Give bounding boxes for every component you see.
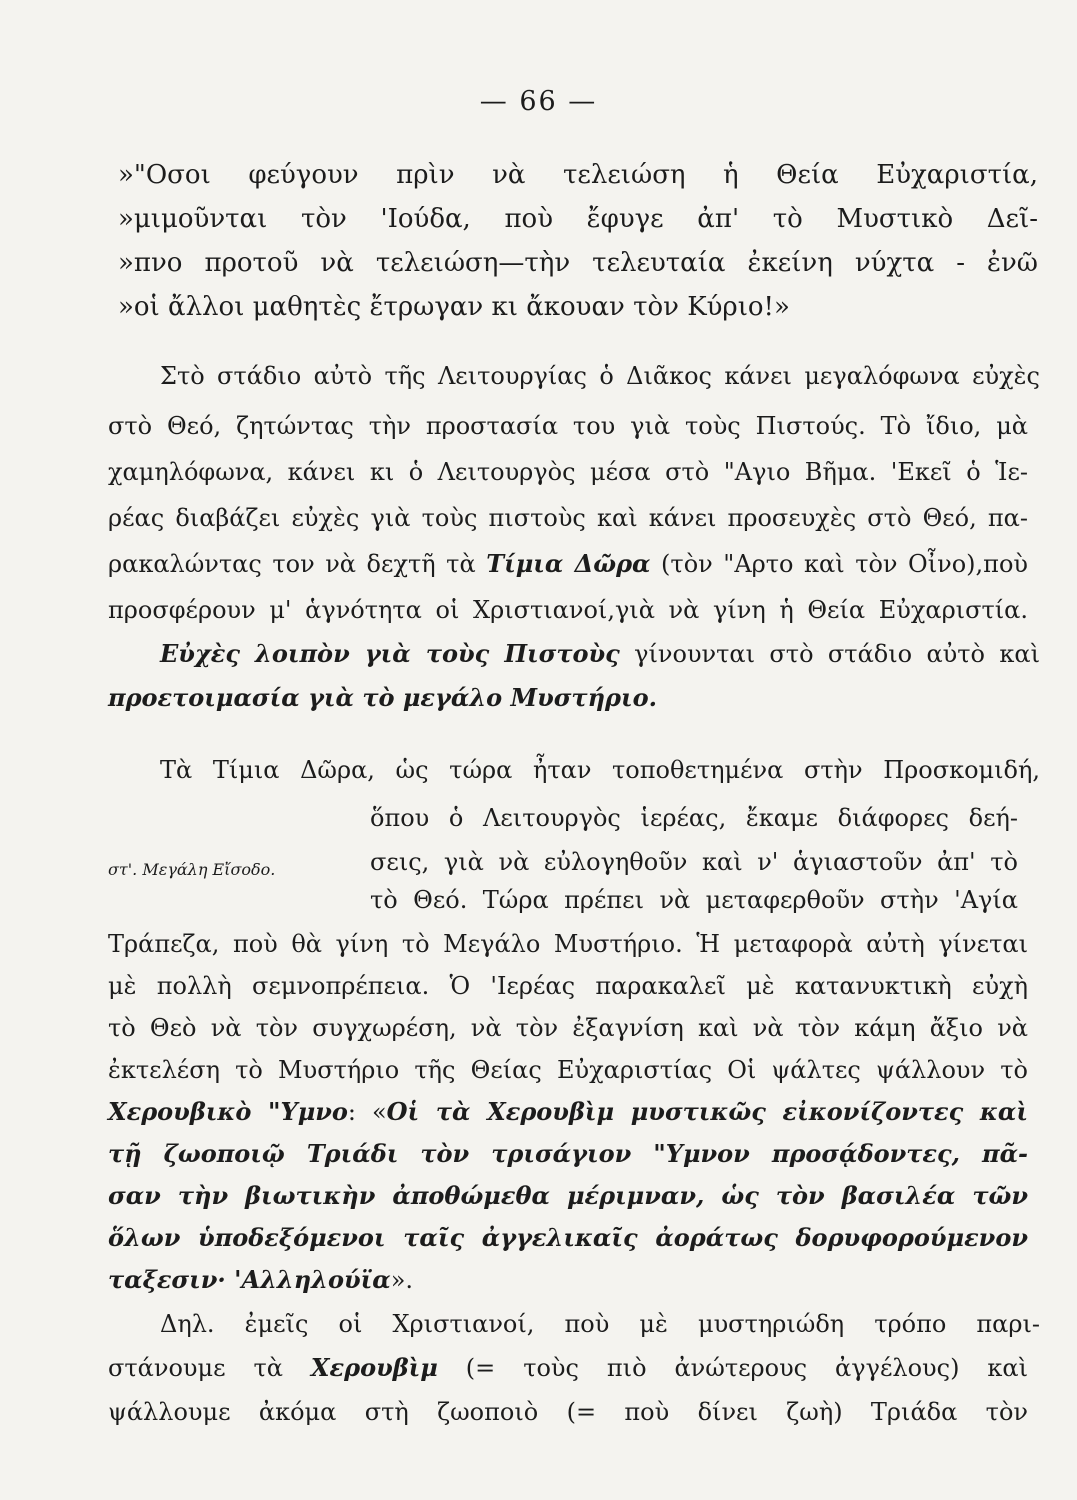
paragraph-line xyxy=(160,640,1040,669)
paragraph-line: στὸ Θεό, ζητώντας τὴν προστασία του γιὰ τοὺς Πιστούς. Τὸ ἴδιο, μὰ xyxy=(108,412,1028,440)
text: στάνουμε τὰ xyxy=(108,1354,311,1382)
text: γίνουνται στὸ στάδιο αὐτὸ καὶ xyxy=(619,640,1040,668)
quote-line: »οἱ ἄλλοι μαθητὲς ἔτρωγαν κι ἄκουαν τὸν Κύριο!» xyxy=(118,292,790,322)
paragraph-line: μὲ πολλὴ σεμνοπρέπεια. Ὁ 'Ιερέας παρακαλεῖ μὲ κατανυκτικὴ εὐχὴ xyxy=(108,972,1028,1000)
emphasis-text: Εὐχὲς λοιπὸν γιὰ τοὺς Πιστοὺς xyxy=(160,639,620,668)
paragraph-line xyxy=(108,1354,1028,1383)
hymn-text: Οἱ τὰ Χερουβὶμ μυστικῶς εἰκονίζοντες καὶ xyxy=(386,1097,1028,1126)
text: (= τοὺς πιὸ ἀνώτερους ἀγγέλους) καὶ xyxy=(437,1354,1028,1382)
paragraph-line: ψάλλουμε ἀκόμα στὴ ζωοποιὸ (= ποὺ δίνει ζωὴ) Τριάδα τὸν xyxy=(108,1398,1028,1426)
hymn-text: ταξεσιν· 'Αλληλούϊα xyxy=(108,1265,391,1294)
text: ». xyxy=(390,1266,414,1294)
paragraph-line: τὸ Θεὸ νὰ τὸν συγχωρέση, νὰ τὸν ἐξαγνίση καὶ νὰ τὸν κάμη ἄξιο νὰ xyxy=(108,1014,1028,1042)
emphasis-text: Χερουβὶμ xyxy=(310,1353,438,1382)
paragraph-line: Τράπεζα, ποὺ θὰ γίνη τὸ Μεγάλο Μυστήριο. Ἡ μεταφορὰ αὐτὴ γίνεται xyxy=(108,930,1028,958)
paragraph-line xyxy=(108,1098,1028,1127)
paragraph-line: προσφέρουν μ' ἁγνότητα οἱ Χριστιανοί,γιὰ νὰ γίνη ἡ Θεία Εὐχαριστία. xyxy=(108,596,1028,624)
paragraph-line: Στὸ στάδιο αὐτὸ τῆς Λειτουργίας ὁ Διᾶκος κάνει μεγαλόφωνα εὐχὲς xyxy=(160,362,1040,390)
paragraph-line: τὸ Θεό. Τώρα πρέπει νὰ μεταφερθοῦν στὴν 'Αγία xyxy=(370,886,1018,914)
hymn-line: σαν τὴν βιωτικὴν ἀποθώμεθα μέριμναν, ὡς τὸν βασιλέα τῶν xyxy=(108,1181,1028,1210)
emphasis-text: Τίμια Δῶρα xyxy=(486,549,651,578)
paragraph-line: ἐκτελέση τὸ Μυστήριο τῆς Θείας Εὐχαριστίας Οἱ ψάλτες ψάλλουν τὸ xyxy=(108,1056,1028,1084)
paragraph-line: σεις, γιὰ νὰ εὐλογηθοῦν καὶ ν' ἁγιαστοῦν ἀπ' τὸ xyxy=(370,848,1018,876)
page-number: — 66 — xyxy=(479,86,598,117)
side-heading: στ'. Μεγάλη Εἴσοδο. xyxy=(108,860,276,879)
paragraph-line: προετοιμασία γιὰ τὸ μεγάλο Μυστήριο. xyxy=(108,683,657,712)
quote-line: »μιμοῦνται τὸν 'Ιούδα, ποὺ ἔφυγε ἀπ' τὸ Μυστικὸ Δεῖ- xyxy=(118,204,1038,234)
emphasis-text: Χερουβικὸ "Υμνο xyxy=(108,1097,348,1126)
text: (τὸν "Αρτο καὶ τὸν Οἶνο),ποὺ xyxy=(650,550,1028,578)
hymn-line: τῇ ζωοποιῷ Τριάδι τὸν τρισάγιον "Υμνον προσᾴδοντες, πᾶ- xyxy=(108,1139,1028,1168)
paragraph-line: Δηλ. ἐμεῖς οἱ Χριστιανοί, ποὺ μὲ μυστηριώδη τρόπο παρι- xyxy=(160,1310,1040,1338)
paragraph-line: Τὰ Τίμια Δῶρα, ὡς τώρα ἦταν τοποθετημένα στὴν Προσκομιδή, xyxy=(160,756,1040,784)
paragraph-line: ρέας διαβάζει εὐχὲς γιὰ τοὺς πιστοὺς καὶ κάνει προσευχὲς στὸ Θεό, πα- xyxy=(108,504,1028,532)
hymn-line: ὅλων ὑποδεξόμενοι ταῖς ἀγγελικαῖς ἀοράτως δορυφορούμενον xyxy=(108,1223,1028,1252)
hymn-line xyxy=(108,1266,413,1295)
text: ρακαλώντας τον νὰ δεχτῆ τὰ xyxy=(108,550,487,578)
paragraph-line xyxy=(108,550,1028,579)
quote-line: »"Οσοι φεύγουν πρὶν νὰ τελειώση ἡ Θεία Εὐχαριστία, xyxy=(118,160,1038,190)
paragraph-line: χαμηλόφωνα, κάνει κι ὁ Λειτουργὸς μέσα στὸ "Αγιο Βῆμα. 'Εκεῖ ὁ Ἱε- xyxy=(108,458,1028,486)
paragraph-line: ὅπου ὁ Λειτουργὸς ἱερέας, ἔκαμε διάφορες δεή- xyxy=(370,804,1018,832)
quote-line: »πνο προτοῦ νὰ τελειώση—τὴν τελευταία ἐκείνη νύχτα - ἐνῶ xyxy=(118,248,1038,278)
text: : « xyxy=(347,1098,387,1126)
